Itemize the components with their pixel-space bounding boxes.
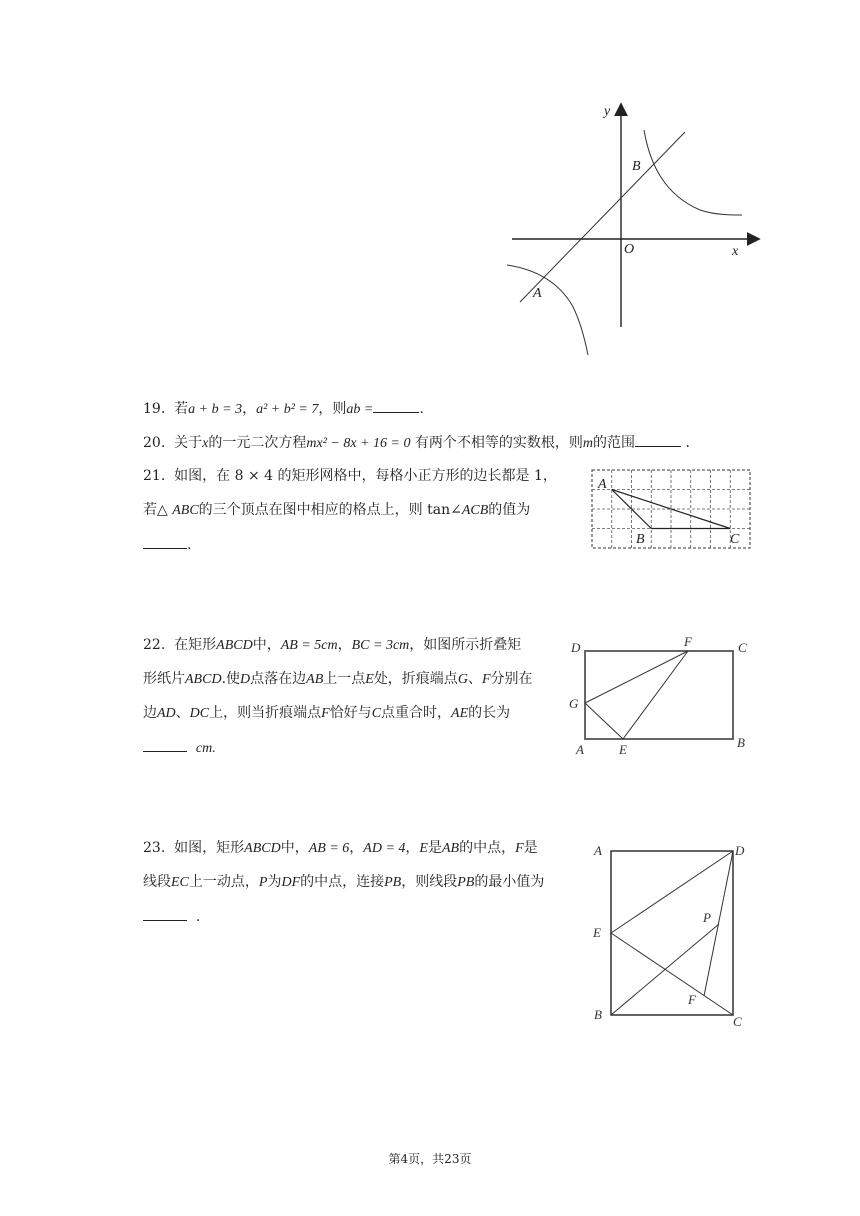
text: ，则 xyxy=(318,401,347,417)
text: 的三个顶点在图中相应的格点上，则 tan∠ xyxy=(198,502,462,518)
fold-gf xyxy=(585,651,688,703)
text: 、 xyxy=(175,705,190,721)
label-c: C xyxy=(738,640,747,655)
text: 上，则当折痕端点 xyxy=(209,705,322,721)
text: 形纸片 xyxy=(143,671,185,687)
segment-ec xyxy=(611,933,733,1015)
text: 恰好与 xyxy=(329,705,372,721)
math: AD xyxy=(157,706,176,721)
label-b: B xyxy=(594,1007,602,1022)
vertex-c-label: C xyxy=(730,532,740,547)
y-axis-label: y xyxy=(604,104,611,119)
math: AB = 6 xyxy=(308,841,350,856)
math: mx² − 8x + 16 = 0 xyxy=(306,436,411,451)
text: 是 xyxy=(523,840,538,856)
text: 为 xyxy=(267,874,282,890)
math: ABC xyxy=(172,503,199,518)
math: P xyxy=(258,875,268,890)
math: DC xyxy=(189,706,210,721)
question-22-line-2 xyxy=(143,669,533,690)
question-number: 23. xyxy=(143,840,166,856)
math: AD = 4 xyxy=(363,841,406,856)
text: 的中点， xyxy=(459,840,516,856)
text: ， xyxy=(337,637,352,653)
answer-blank xyxy=(143,737,187,752)
math: AB = 5cm xyxy=(280,638,338,653)
math: PB xyxy=(384,875,402,890)
page-footer: 第4页，共23页 xyxy=(388,1152,472,1166)
label-f: F xyxy=(688,992,696,1007)
text: 、 xyxy=(467,671,482,687)
math: E xyxy=(365,672,374,687)
text: 点落在边 xyxy=(250,671,307,687)
segment-ef xyxy=(623,651,688,739)
x-axis-label: x xyxy=(732,244,739,259)
text: ， xyxy=(242,401,257,417)
question-number: 19. xyxy=(143,401,166,417)
vertex-a-label: A xyxy=(598,477,607,492)
segment-ed xyxy=(611,851,733,933)
rectangle-midpoint-figure xyxy=(588,838,756,1033)
label-d: D xyxy=(571,640,581,655)
text: 如图，在 8 × 4 的矩形网格中，每格小正方形的边长都是 1， xyxy=(174,468,557,484)
segment-bp xyxy=(611,924,719,1015)
answer-blank xyxy=(373,398,419,413)
label-p: P xyxy=(703,910,711,925)
math: BC = 3cm xyxy=(351,638,410,653)
math: ABCD xyxy=(185,672,222,687)
text: 若△ xyxy=(143,502,173,518)
text: ， xyxy=(405,840,420,856)
math: ab = xyxy=(346,402,374,417)
segment-ge xyxy=(585,703,623,739)
text: 有两个不相等的实数根，则 xyxy=(410,435,583,451)
text: 关于 xyxy=(174,435,203,451)
text: ， xyxy=(349,840,364,856)
text: 中， xyxy=(252,637,281,653)
text: . xyxy=(419,401,424,417)
folded-rectangle-figure xyxy=(566,634,756,760)
question-20 xyxy=(143,432,690,454)
label-d: D xyxy=(735,843,745,858)
question-number: 21. xyxy=(143,468,166,484)
math: ACB xyxy=(461,503,489,518)
text: . xyxy=(187,537,192,553)
rectangle-abcd xyxy=(611,851,733,1015)
question-22-line-3 xyxy=(143,703,510,724)
text: ，则线段 xyxy=(401,874,458,890)
origin-label: O xyxy=(624,242,635,257)
answer-blank xyxy=(143,906,187,921)
vertex-b-label: B xyxy=(636,532,645,547)
label-g: G xyxy=(569,696,579,711)
text: 处，折痕端点 xyxy=(373,671,458,687)
question-23-line-2 xyxy=(143,872,544,893)
answer-blank xyxy=(143,534,187,549)
text: 的范围 xyxy=(593,435,636,451)
text: 上一点 xyxy=(323,671,366,687)
math: a + b = 3 xyxy=(188,402,243,417)
text: 是 xyxy=(427,840,442,856)
math: AE xyxy=(451,706,469,721)
question-19 xyxy=(143,398,424,420)
text: 如图，矩形 xyxy=(174,840,245,856)
math: C xyxy=(371,706,382,721)
math: F xyxy=(481,672,491,687)
math: F xyxy=(321,706,330,721)
math: G xyxy=(457,672,468,687)
label-f: F xyxy=(684,634,692,649)
rectangle-abcd xyxy=(585,651,733,739)
point-b-label: B xyxy=(632,159,641,174)
question-21-line-1 xyxy=(143,466,557,486)
label-b: B xyxy=(737,735,745,750)
text: 在矩形 xyxy=(174,637,217,653)
text: .使 xyxy=(221,671,241,687)
text: 分别在 xyxy=(490,671,533,687)
math: ABCD xyxy=(244,841,281,856)
question-21-line-2 xyxy=(143,500,530,521)
answer-blank xyxy=(635,432,681,447)
text: 的长为 xyxy=(468,705,511,721)
coordinate-graph-figure xyxy=(500,95,770,360)
hyperbola-lower-branch xyxy=(507,265,588,355)
label-e: E xyxy=(593,925,601,940)
math: AB xyxy=(441,841,460,856)
text: 边 xyxy=(143,705,157,721)
math: DF xyxy=(281,875,301,890)
text: 上一动点， xyxy=(188,874,259,890)
text: ，如图所示折叠矩 xyxy=(409,637,522,653)
math: PB xyxy=(457,875,475,890)
question-number: 20. xyxy=(143,435,166,451)
label-a: A xyxy=(594,843,602,858)
text: 中， xyxy=(280,840,309,856)
math: E xyxy=(419,841,428,856)
question-23-line-3 xyxy=(143,906,200,927)
math: a² + b² = 7 xyxy=(256,402,319,417)
label-a: A xyxy=(576,742,584,757)
question-22-line-1 xyxy=(143,635,521,656)
point-a-label: A xyxy=(533,286,542,301)
label-c: C xyxy=(733,1014,742,1029)
text: 线段 xyxy=(143,874,171,890)
line-ab xyxy=(520,132,685,302)
question-21-line-3 xyxy=(143,534,191,555)
math: ABCD xyxy=(216,638,253,653)
text: . xyxy=(685,435,690,451)
hyperbola-upper-branch xyxy=(644,130,742,215)
label-e: E xyxy=(619,742,627,757)
question-23-line-1 xyxy=(143,838,538,859)
math: x xyxy=(202,436,209,451)
text: . xyxy=(195,909,201,925)
text: 的中点，连接 xyxy=(300,874,385,890)
text: 若 xyxy=(174,401,189,417)
math: D xyxy=(240,672,251,687)
text: 的值为 xyxy=(488,502,531,518)
math: m xyxy=(582,436,594,451)
grid-triangle-figure xyxy=(588,468,754,552)
math: EC xyxy=(171,875,189,890)
question-number: 22. xyxy=(143,637,166,653)
unit: cm. xyxy=(195,741,216,756)
math: AB xyxy=(306,672,324,687)
text: 点重合时， xyxy=(381,705,452,721)
text: 的最小值为 xyxy=(474,874,545,890)
math: F xyxy=(515,841,524,856)
text: 的一元二次方程 xyxy=(208,435,307,451)
question-22-line-4 xyxy=(143,737,216,759)
